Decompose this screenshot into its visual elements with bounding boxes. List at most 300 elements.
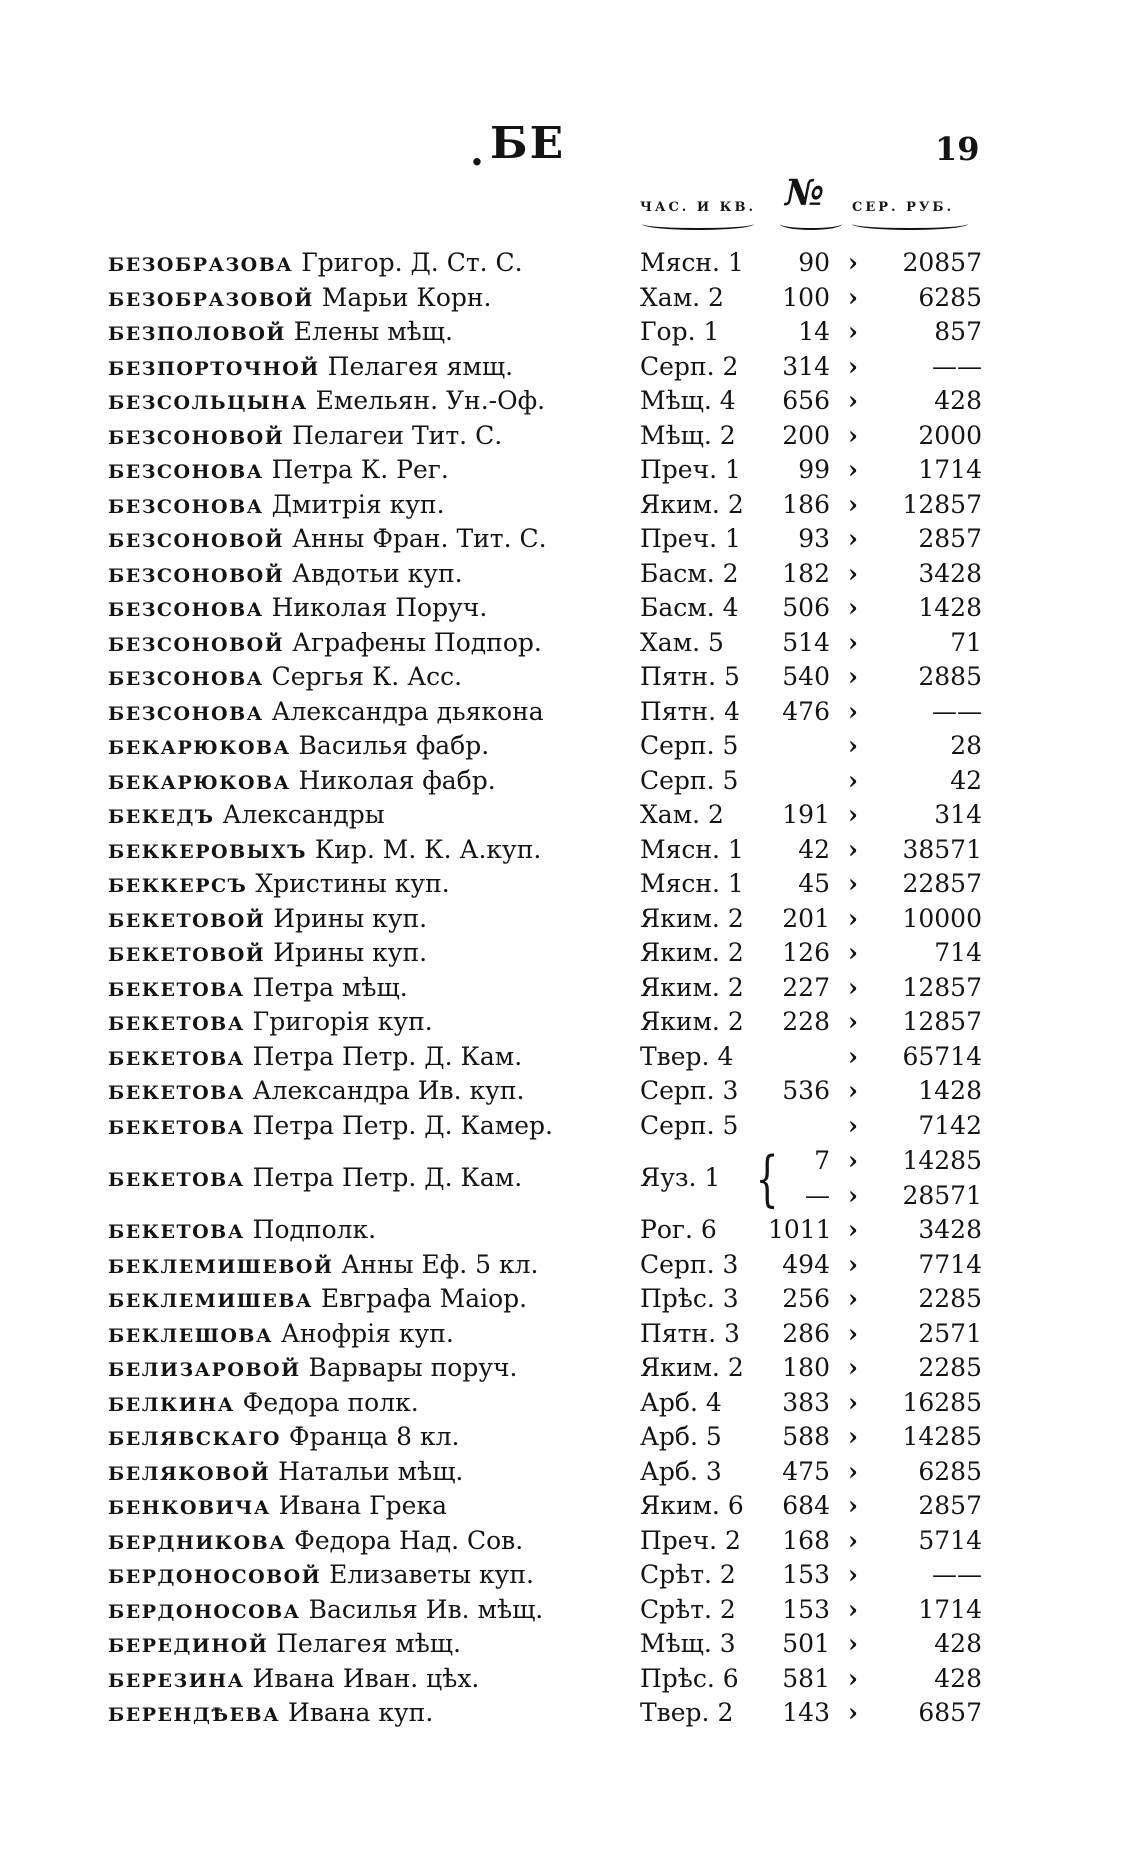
entry-number: 99 [798, 455, 830, 484]
entry-number: 684 [782, 1491, 830, 1520]
entry-surname: БЕЛЯКОВОЙ [108, 1462, 271, 1485]
register-row [108, 1213, 988, 1248]
entry-amount: 2000 [918, 420, 982, 450]
register-row-double [108, 1143, 988, 1213]
entry-details: Ирины куп. [273, 938, 428, 967]
entry-surname: БЕЗСОНОВОЙ [108, 530, 285, 552]
register-row [108, 867, 988, 902]
entry-mark: › [848, 696, 858, 726]
entry-part: Яким. 6 [640, 1491, 744, 1520]
entry-amount: 5714 [918, 1525, 982, 1555]
entry-part: Мясн. 1 [640, 248, 744, 277]
entry-name [108, 936, 638, 973]
entry-mark: › [848, 1422, 858, 1451]
entry-details: Анны Фран. Тит. С. [292, 524, 547, 553]
entry-amount: 2857 [918, 524, 982, 553]
entry-details: Ивана Грека [278, 1491, 447, 1520]
double-row-line [108, 1178, 988, 1213]
entry-amount: 10000 [902, 903, 982, 933]
register-row [108, 695, 988, 730]
entry-name [108, 1593, 638, 1630]
entry-amount: 2285 [918, 1353, 982, 1382]
register-row [108, 1696, 988, 1731]
entry-part: Яуз. 1 [640, 1163, 721, 1192]
register-row [108, 419, 988, 454]
entry-name [108, 1627, 638, 1664]
entry-amount: —— [932, 696, 982, 726]
entry-number: 153 [782, 1594, 830, 1624]
entry-surname: БЕКЕТОВА [108, 1221, 245, 1243]
entry-name [108, 453, 638, 490]
entry-number: 494 [782, 1249, 830, 1279]
entry-mark: › [848, 731, 858, 760]
register-row [108, 281, 988, 316]
entry-part: Яким. 2 [640, 1353, 744, 1382]
entry-amount: 2857 [918, 1491, 982, 1520]
entry-surname: БЕНКОВИЧА [108, 1497, 271, 1519]
entry-amount: 38571 [902, 834, 982, 864]
entry-mark: › [848, 1698, 858, 1727]
entry-part: Хам. 2 [640, 800, 724, 829]
entry-part: Серп. 5 [640, 765, 739, 795]
entry-number: 168 [782, 1525, 830, 1555]
entry-surname: БЕЗСОНОВА [108, 702, 264, 725]
entry-amount: 1714 [918, 455, 982, 484]
register-row [108, 729, 988, 764]
entry-amount: 428 [934, 1629, 982, 1658]
entry-name [108, 281, 638, 318]
header-swash-numero [780, 218, 842, 230]
entry-mark: › [848, 1491, 858, 1520]
entry-part: Пятн. 5 [640, 662, 740, 691]
register-row [108, 1282, 988, 1317]
entry-surname: БЕЗСОНОВОЙ [108, 564, 285, 587]
entry-amount: 65714 [902, 1041, 982, 1071]
entry-surname: БЕКЕТОВА [108, 1169, 245, 1191]
entry-part: Срѣт. 2 [640, 1594, 736, 1624]
register-row [108, 384, 988, 419]
entry-part: Мясн. 1 [640, 869, 744, 898]
entry-details: Франца 8 кл. [288, 1422, 460, 1451]
entry-amount: 20857 [902, 248, 982, 277]
entry-mark: › [848, 765, 858, 795]
entry-mark: › [848, 662, 858, 691]
entry-details: Пелагея мѣщ. [276, 1629, 461, 1658]
entry-surname: БЕЗСОНОВА [108, 668, 264, 690]
entry-amount: 314 [934, 800, 982, 829]
register-row [108, 1558, 988, 1593]
entry-details: Анны Еф. 5 кл. [341, 1249, 539, 1279]
entry-number: 126 [782, 938, 830, 967]
entry-details: Федора полк. [242, 1387, 419, 1417]
entry-part: Гор. 1 [640, 317, 720, 346]
entry-part: Прѣс. 3 [640, 1284, 739, 1313]
entry-part: Твер. 2 [640, 1698, 734, 1727]
entry-mark: › [848, 558, 858, 588]
entry-part: Арб. 4 [640, 1387, 722, 1417]
entry-surname: БЕКАРЮКОВА [108, 737, 291, 759]
entry-part: Серп. 2 [640, 351, 739, 381]
entry-surname: БЕРЕДИНОЙ [108, 1635, 269, 1657]
entry-name [108, 488, 638, 525]
entry-mark: › [848, 1110, 858, 1140]
entry-part: Мѣщ. 4 [640, 386, 736, 415]
column-header-numero: № [785, 172, 825, 214]
entry-name [108, 1455, 638, 1492]
register-row [108, 626, 988, 661]
register-row [108, 488, 988, 523]
entry-name [108, 729, 638, 766]
entry-number: 93 [798, 524, 830, 553]
entry-name [108, 1109, 638, 1146]
register-row [108, 1524, 988, 1559]
column-header-money: СЕР. РУБ. [852, 200, 955, 215]
register-row [108, 557, 988, 592]
entry-part: Басм. 4 [640, 593, 739, 622]
entry-amount: 2285 [918, 1284, 982, 1313]
entry-amount: 428 [934, 386, 982, 415]
entry-amount: 71 [950, 627, 982, 657]
entry-name [108, 1696, 638, 1733]
entry-name [108, 1489, 638, 1526]
register-row [108, 1248, 988, 1283]
entry-name [108, 764, 638, 801]
entry-details: Петра К. Рег. [271, 455, 449, 484]
entry-details: Аграфены Подпор. [292, 627, 542, 657]
entry-mark: › [848, 1249, 858, 1279]
register-row [108, 522, 988, 557]
register-row [108, 1593, 988, 1628]
entry-mark: › [848, 524, 858, 553]
entry-details: Петра мѣщ. [252, 972, 408, 1002]
entry-mark: › [848, 1594, 858, 1624]
entry-amount: 7142 [918, 1110, 982, 1140]
entry-name [108, 1317, 638, 1354]
entry-amount: 1428 [918, 593, 982, 622]
entry-details: Евграфа Маіор. [320, 1284, 528, 1313]
entry-part: Мѣщ. 3 [640, 1629, 736, 1658]
entry-number: 475 [782, 1456, 830, 1486]
entry-name [108, 798, 638, 835]
entry-name [108, 1213, 638, 1250]
register-row [108, 798, 988, 833]
entry-number: 143 [782, 1698, 830, 1727]
entry-name [108, 1386, 638, 1423]
page-number: 19 [935, 130, 980, 168]
entry-surname: БЕКАРЮКОВА [108, 771, 291, 794]
entry-mark: › [848, 938, 858, 967]
entry-number: 7 [814, 1146, 830, 1175]
entry-part: Серп. 3 [640, 1076, 739, 1105]
entry-number: 476 [782, 696, 830, 726]
entry-details: Василья Ив. мѣщ. [308, 1594, 544, 1624]
entry-surname: БЕКЛЕМИШЕВОЙ [108, 1255, 334, 1278]
entry-amount: 857 [934, 317, 982, 346]
entry-number: 90 [798, 248, 830, 277]
entry-part: Преч. 1 [640, 455, 741, 484]
entry-name [108, 1074, 638, 1111]
entry-details: Елены мѣщ. [293, 317, 453, 346]
entry-number: 588 [782, 1422, 830, 1451]
entry-details: Петра Петр. Д. Кам. [252, 1041, 523, 1071]
entry-name [108, 1005, 638, 1042]
entry-name [108, 971, 638, 1008]
entry-part: Пятн. 4 [640, 696, 740, 726]
entry-details: Емельян. Ун.-Оф. [315, 386, 546, 415]
register-row [108, 246, 988, 281]
entry-part: Серп. 5 [640, 1110, 739, 1140]
entry-amount: 6857 [918, 1698, 982, 1727]
entry-surname: БЕРДОНОСОВОЙ [108, 1566, 322, 1588]
entry-number: 14 [798, 317, 830, 346]
register-row [108, 902, 988, 937]
entry-mark: › [848, 1456, 858, 1486]
register-row [108, 315, 988, 350]
register-row [108, 1455, 988, 1490]
entry-mark: › [848, 420, 858, 450]
register-row [108, 1351, 988, 1386]
entry-number: 227 [782, 972, 830, 1002]
entry-details: Николая Поруч. [271, 593, 488, 622]
entry-amount: 16285 [902, 1387, 982, 1417]
entry-amount: 22857 [902, 869, 982, 898]
entry-mark: › [848, 317, 858, 346]
entry-number: 182 [782, 558, 830, 588]
entry-amount: 14285 [902, 1422, 982, 1451]
entry-amount: 7714 [918, 1249, 982, 1279]
entry-number: 540 [782, 662, 830, 691]
register-row [108, 1005, 988, 1040]
entry-surname: БЕЗСОНОВА [108, 461, 264, 483]
entry-name [108, 660, 638, 697]
entry-surname: БЕЗПОЛОВОЙ [108, 323, 286, 345]
entry-number: 581 [782, 1663, 830, 1693]
entry-number: 286 [782, 1318, 830, 1348]
entry-amount: —— [932, 1560, 982, 1589]
entry-surname: БЕККЕРСЪ [108, 875, 248, 897]
entry-amount: 6285 [918, 1456, 982, 1486]
entry-mark: › [848, 800, 858, 829]
register-row [108, 971, 988, 1006]
register-row [108, 936, 988, 971]
entry-details: Александра Ив. куп. [252, 1076, 525, 1105]
register-row [108, 350, 988, 385]
entry-number: 1011 [768, 1215, 832, 1244]
brace-glyph: { [755, 1144, 779, 1214]
entry-details: Ивана Иван. цѣх. [252, 1663, 480, 1693]
entry-surname: БЕКЕДЪ [108, 806, 215, 828]
entry-number: 180 [782, 1353, 830, 1382]
entry-details: Елизаветы куп. [329, 1560, 534, 1589]
entry-number: 656 [782, 386, 830, 415]
entry-surname: БЕКЛЕМИШЕВА [108, 1290, 313, 1312]
entry-details: Федора Над. Сов. [294, 1525, 524, 1555]
entry-name [108, 902, 638, 939]
header-swash-money [852, 218, 968, 230]
entry-details: Варвары поруч. [308, 1353, 518, 1382]
entry-surname: БЕЗПОРТОЧНОЙ [108, 357, 320, 380]
entry-surname: БЕРДНИКОВА [108, 1531, 287, 1554]
entry-details: Пелагеи Тит. С. [292, 420, 503, 450]
entry-amount: 6285 [918, 282, 982, 312]
entry-surname: БЕЗСОНОВА [108, 599, 264, 621]
entry-name [108, 695, 638, 732]
entry-surname: БЕККЕРОВЫХЪ [108, 840, 307, 863]
register-row [108, 1386, 988, 1421]
entry-mark: › [848, 1041, 858, 1071]
entry-mark: › [848, 1215, 858, 1244]
entry-name [108, 557, 638, 594]
entry-amount: 1428 [918, 1076, 982, 1105]
entry-mark: › [848, 489, 858, 519]
entry-surname: БЕКЕТОВА [108, 1047, 245, 1070]
entry-name [108, 1524, 638, 1561]
column-header-part: ЧАС. И КВ. [640, 200, 757, 215]
entry-part: Серп. 5 [640, 731, 739, 760]
entry-surname: БЕЗСОНОВОЙ [108, 633, 285, 656]
entry-number: 45 [798, 869, 830, 898]
entry-name [108, 1420, 638, 1457]
register-row [108, 1627, 988, 1662]
entry-number: 200 [782, 420, 830, 450]
entry-details: Подполк. [252, 1215, 377, 1244]
entry-number: 536 [782, 1076, 830, 1105]
entry-surname: БЕЗОБРАЗОВА [108, 254, 294, 276]
entry-name [108, 315, 638, 352]
entry-mark: › [848, 282, 858, 312]
entry-surname: БЕКЕТОВА [108, 1116, 245, 1139]
entry-name [108, 1248, 638, 1285]
register-row [108, 1489, 988, 1524]
entry-mark: › [848, 1284, 858, 1313]
entry-part: Яким. 2 [640, 1007, 744, 1036]
entry-name [108, 350, 638, 387]
entry-details: Анофрія куп. [280, 1318, 454, 1348]
entry-name [108, 1282, 638, 1319]
entry-details: Дмитрія куп. [271, 489, 445, 519]
entry-number: 506 [782, 593, 830, 622]
entry-name [108, 246, 638, 283]
entry-surname: БЕЗСОЛЬЦЫНА [108, 392, 308, 414]
entry-name [108, 384, 638, 421]
entry-amount: 2571 [918, 1318, 982, 1348]
entry-details: Александры [222, 800, 385, 829]
entry-part: Арб. 3 [640, 1456, 722, 1486]
entry-number: 186 [782, 489, 830, 519]
entry-surname: БЕЗОБРАЗОВОЙ [108, 288, 314, 311]
entry-surname: БЕРДОНОСОВА [108, 1600, 301, 1623]
entry-mark: › [848, 1076, 858, 1105]
double-row-line [108, 1143, 988, 1178]
entry-surname: БЕКЛЕШОВА [108, 1324, 273, 1347]
register-row [108, 1662, 988, 1697]
entry-details: Григор. Д. Ст. С. [301, 248, 523, 277]
entry-name [108, 1662, 638, 1699]
entry-surname: БЕЛКИНА [108, 1393, 235, 1416]
entry-surname: БЕЛИЗАРОВОЙ [108, 1359, 301, 1381]
entry-mark: › [848, 1629, 858, 1658]
entry-amount: —— [932, 351, 982, 381]
entry-part: Мясн. 1 [640, 834, 744, 864]
register-row [108, 833, 988, 868]
entry-number: 501 [782, 1629, 830, 1658]
register-row [108, 1420, 988, 1455]
entry-amount: 42 [950, 765, 982, 795]
entry-name [108, 419, 638, 456]
entry-part: Серп. 3 [640, 1249, 739, 1279]
entry-surname: БЕКЕТОВА [108, 1082, 245, 1104]
entry-mark: › [848, 1181, 858, 1210]
entry-details: Петра Петр. Д. Камер. [252, 1110, 553, 1140]
entry-details: Авдотьи куп. [292, 558, 463, 588]
entry-mark: › [848, 351, 858, 381]
entry-details: Марьи Корн. [321, 282, 492, 312]
entry-amount: 3428 [918, 558, 982, 588]
entry-name [108, 626, 638, 663]
entry-number: 383 [782, 1387, 830, 1417]
entry-mark: › [848, 1353, 858, 1382]
entry-mark: › [848, 1146, 858, 1175]
entry-name [108, 591, 638, 628]
entry-part: Хам. 5 [640, 627, 724, 657]
register-row [108, 453, 988, 488]
entry-number: 256 [782, 1284, 830, 1313]
entry-name [108, 1558, 638, 1595]
register-row [108, 1074, 988, 1109]
entry-details: Кир. М. К. А.куп. [314, 834, 542, 864]
entry-part: Мѣщ. 2 [640, 420, 736, 450]
entry-number: 228 [782, 1007, 830, 1036]
entry-details: Ивана куп. [288, 1698, 434, 1727]
entry-part: Яким. 2 [640, 972, 744, 1002]
entry-number: 42 [798, 834, 830, 864]
entry-part: Арб. 5 [640, 1422, 722, 1451]
entry-details: Григорія куп. [252, 1007, 433, 1036]
entry-details: Василья фабр. [298, 731, 490, 760]
entry-amount: 12857 [902, 1007, 982, 1036]
entry-part: Преч. 1 [640, 524, 741, 553]
entry-amount: 28571 [902, 1181, 982, 1210]
entry-amount: 1714 [918, 1594, 982, 1624]
entry-part: Басм. 2 [640, 558, 739, 588]
entry-mark: › [848, 972, 858, 1002]
entry-number: 201 [782, 903, 830, 933]
entry-name [108, 1351, 638, 1388]
register-row [108, 1040, 988, 1075]
entry-amount: 12857 [902, 489, 982, 519]
entry-number: 100 [782, 282, 830, 312]
entry-part: Яким. 2 [640, 938, 744, 967]
register-row [108, 1109, 988, 1144]
entry-mark: › [848, 455, 858, 484]
entry-mark: › [848, 386, 858, 415]
entry-surname: БЕКЕТОВА [108, 1013, 245, 1035]
entry-amount: 3428 [918, 1215, 982, 1244]
entry-surname: БЕРЕЗИНА [108, 1669, 245, 1692]
entry-surname: БЕЗСОНОВА [108, 495, 264, 518]
entry-number: — [805, 1181, 830, 1210]
entry-amount: 714 [934, 938, 982, 967]
header-dot: . [470, 128, 484, 175]
entry-mark: › [848, 834, 858, 864]
entry-mark: › [848, 627, 858, 657]
page-title: БЕ [490, 118, 566, 169]
entry-name [108, 1040, 638, 1077]
entry-amount: 2885 [918, 662, 982, 691]
entry-part: Яким. 2 [640, 489, 744, 519]
entry-surname: БЕЗСОНОВОЙ [108, 426, 285, 449]
register-entries [108, 246, 988, 1731]
